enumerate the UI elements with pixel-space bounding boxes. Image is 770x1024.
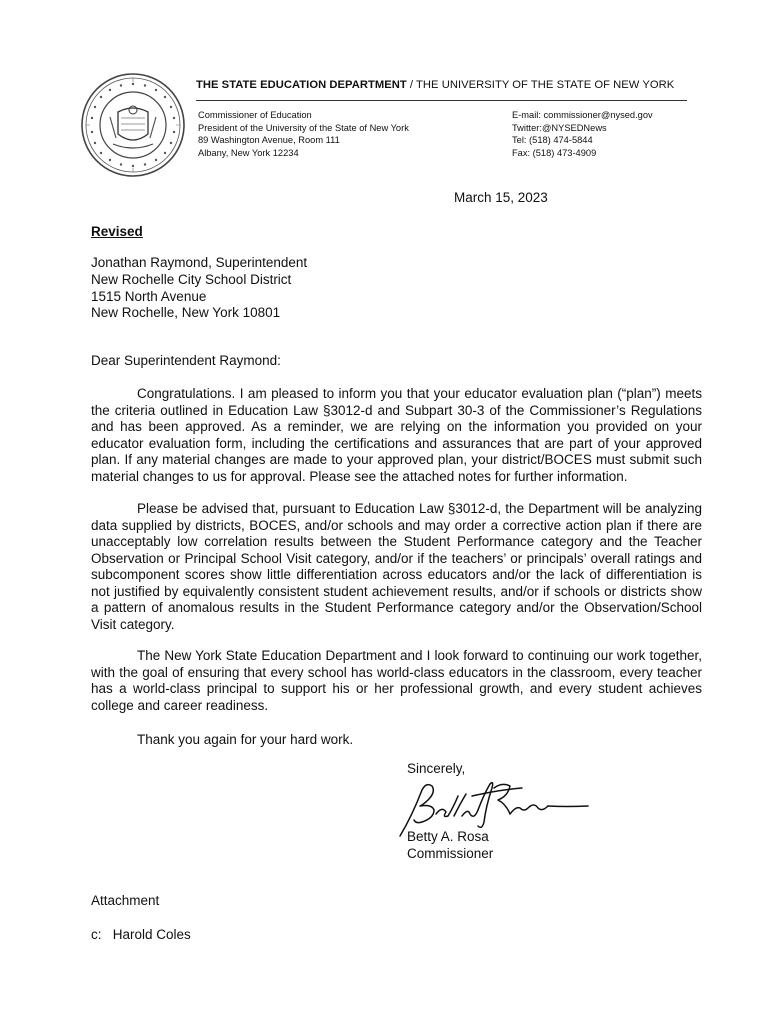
paragraph-text: Congratulations. I am pleased to inform you that your educator evaluation plan (“plan”) meets the criteria outlined in Education Law §3012-d and Subpart 30-3 of the Commissioner’s Regulations and has been approved. As a reminder, we are relying on the information you provided on your educator evaluation form, including the certifications and assurances that are part of your approved plan. If any material changes are made to your approved plan, your district/BOCES must submit such material changes to us for approval. Please see the attached notes for further information. [91,386,702,484]
fax-line: Fax: (518) 473-4909 [512,147,597,158]
signer-name: Betty A. Rosa [407,829,489,844]
signer-title: Commissioner [407,846,494,861]
closing: Sincerely, [407,761,466,776]
phone-line: Tel: (518) 474-5844 [512,135,593,146]
office-line: 89 Washington Avenue, Room 111 [198,135,340,146]
thank-you-line: Thank you again for your hard work. [137,732,354,747]
office-line: Commissioner of Education [198,110,312,120]
body-paragraph [91,386,702,485]
recipient-line: New Rochelle City School District [91,271,292,287]
recipient-line: New Rochelle, New York 10801 [91,305,281,321]
letterhead-divider [196,100,687,101]
recipient-address [91,255,307,322]
letterhead-title [196,79,674,91]
office-line: Albany, New York 12234 [198,147,299,158]
attachment-label: Attachment [91,893,160,908]
body-paragraph [91,648,702,714]
paragraph-text: Please be advised that, pursuant to Education Law §3012-d, the Department will be analyzing data supplied by districts, BOCES, and/or schools and may order a corrective action plan if there are unacceptably low correlation results between the Student Performance category and the Teacher Observation or Principal School Visit category, and/or if the teachers’ or principals’ overall ratings and subcomponent scores show little differentiation across educators and/or the lack of differentiation is not justified by equivalently consistent student achievement results, and/or if schools or districts show a pattern of anomalous results in the Student Performance category and/or the Observation/School Visit category. [91,501,702,632]
body-paragraph [91,501,702,633]
email-line: E-mail: commissioner@nysed.gov [512,110,653,120]
twitter-line: Twitter:@NYSEDNews [512,122,607,133]
recipient-line: 1515 North Avenue [91,288,207,304]
cc-line: c: Harold Coles [91,927,191,942]
letter-date: March 15, 2023 [454,190,548,205]
office-line: President of the University of the State of New York [198,122,409,133]
recipient-line: Jonathan Raymond, Superintendent [91,255,308,270]
letterhead-contact-block [512,109,653,159]
letterhead-office-block [198,109,409,159]
department-name: THE STATE EDUCATION DEPARTMENT [196,79,407,91]
university-name: / THE UNIVERSITY OF THE STATE OF NEW YORK [406,79,675,91]
salutation: Dear Superintendent Raymond: [91,353,281,368]
revised-label: Revised [91,224,143,239]
seal-icon [80,72,186,178]
paragraph-text: The New York State Education Department and I look forward to continuing our work together, with the goal of ensuring that every school has world-class educators in the classroom, every teacher has a world-class principal to support his or her professional growth, and every student achieves college and career readiness. [91,648,702,713]
